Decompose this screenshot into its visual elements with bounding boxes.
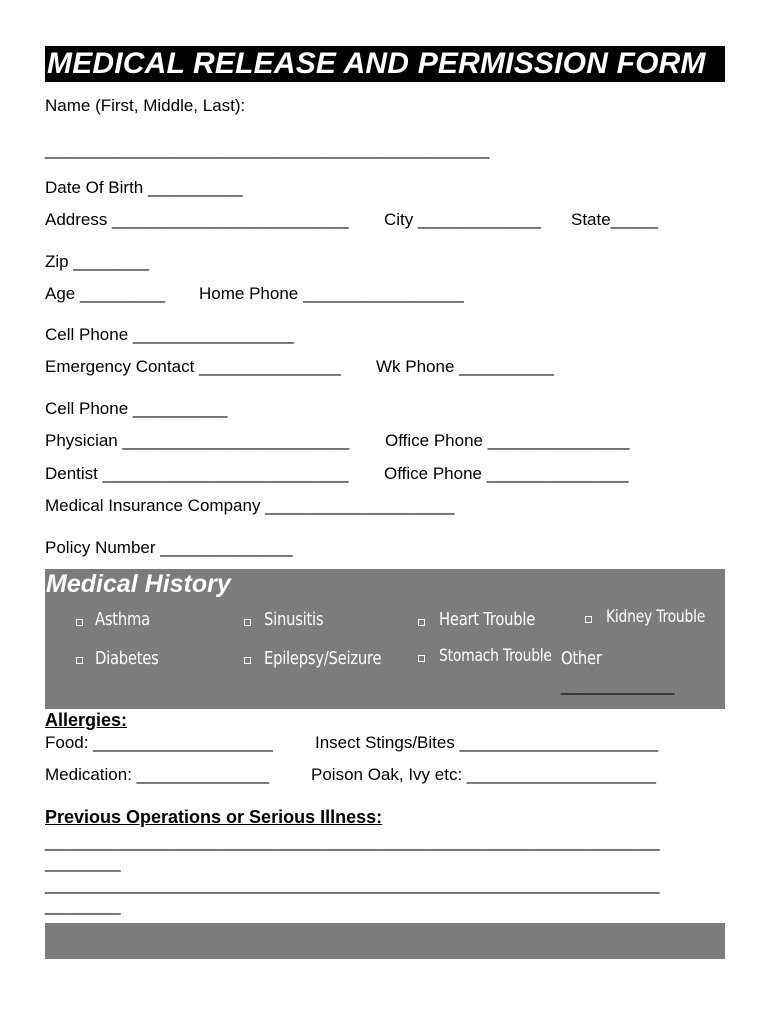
bottom-shaded-bar — [45, 923, 725, 959]
insurance-company-field[interactable]: Medical Insurance Company ____________________ — [45, 496, 455, 515]
dentist-field[interactable]: Dentist __________________________ — [45, 464, 349, 483]
name-label: Name (First, Middle, Last): — [45, 96, 246, 115]
work-phone-field[interactable]: Wk Phone __________ — [376, 357, 554, 376]
previous-operations-heading: Previous Operations or Serious Illness: — [45, 807, 383, 827]
condition-stomach-trouble: Stomach Trouble — [439, 646, 552, 666]
medical-history-title: Medical History — [46, 570, 231, 598]
operations-line-2[interactable]: _________________________________________________________________ — [45, 875, 660, 894]
dentist-office-phone-field[interactable]: Office Phone _______________ — [384, 464, 629, 483]
physician-office-phone-field[interactable]: Office Phone _______________ — [385, 431, 630, 450]
cell-phone-field[interactable]: Cell Phone _________________ — [45, 325, 294, 344]
stomach-trouble-checkbox[interactable] — [418, 655, 425, 662]
medication-allergy-field[interactable]: Medication: ______________ — [45, 765, 270, 784]
age-field[interactable]: Age _________ — [45, 284, 166, 303]
emergency-cell-phone-field[interactable]: Cell Phone __________ — [45, 399, 228, 418]
policy-number-field[interactable]: Policy Number ______________ — [45, 538, 293, 557]
sinusitis-checkbox[interactable] — [244, 619, 251, 626]
form-title: MEDICAL RELEASE AND PERMISSION FORM — [47, 47, 706, 80]
insect-allergy-field[interactable]: Insect Stings/Bites _____________________ — [315, 733, 659, 752]
kidney-trouble-checkbox[interactable] — [585, 616, 592, 623]
condition-kidney-trouble: Kidney Trouble — [606, 607, 706, 627]
allergies-heading: Allergies: — [45, 710, 128, 730]
operations-line-1[interactable]: _________________________________________________________________ — [45, 832, 660, 851]
diabetes-checkbox[interactable] — [76, 657, 83, 664]
condition-epilepsy-seizure: Epilepsy/Seizure — [264, 648, 382, 669]
form-title-bar — [45, 46, 725, 82]
other-condition-field[interactable]: ____________ — [561, 676, 675, 695]
operations-line-1-cont[interactable]: ________ — [45, 853, 121, 872]
state-field[interactable]: State_____ — [571, 210, 658, 229]
condition-heart-trouble: Heart Trouble — [439, 609, 536, 630]
food-allergy-field[interactable]: Food: ___________________ — [45, 733, 273, 752]
city-field[interactable]: City _____________ — [384, 210, 541, 229]
medical-history-box — [45, 569, 725, 709]
condition-sinusitis: Sinusitis — [264, 609, 324, 630]
date-of-birth-field[interactable]: Date Of Birth __________ — [45, 178, 243, 197]
heart-trouble-checkbox[interactable] — [418, 619, 425, 626]
operations-line-2-cont[interactable]: ________ — [45, 896, 121, 915]
emergency-contact-field[interactable]: Emergency Contact _______________ — [45, 357, 341, 376]
asthma-checkbox[interactable] — [76, 619, 83, 626]
name-field[interactable]: _______________________________________________ — [45, 140, 490, 159]
condition-asthma: Asthma — [95, 609, 150, 630]
poison-oak-allergy-field[interactable]: Poison Oak, Ivy etc: ____________________ — [311, 765, 656, 784]
address-field[interactable]: Address _________________________ — [45, 210, 349, 229]
condition-other: Other — [561, 648, 602, 669]
zip-field[interactable]: Zip ________ — [45, 252, 149, 271]
epilepsy-checkbox[interactable] — [244, 657, 251, 664]
physician-field[interactable]: Physician ________________________ — [45, 431, 350, 450]
condition-diabetes: Diabetes — [95, 648, 159, 669]
home-phone-field[interactable]: Home Phone _________________ — [199, 284, 464, 303]
